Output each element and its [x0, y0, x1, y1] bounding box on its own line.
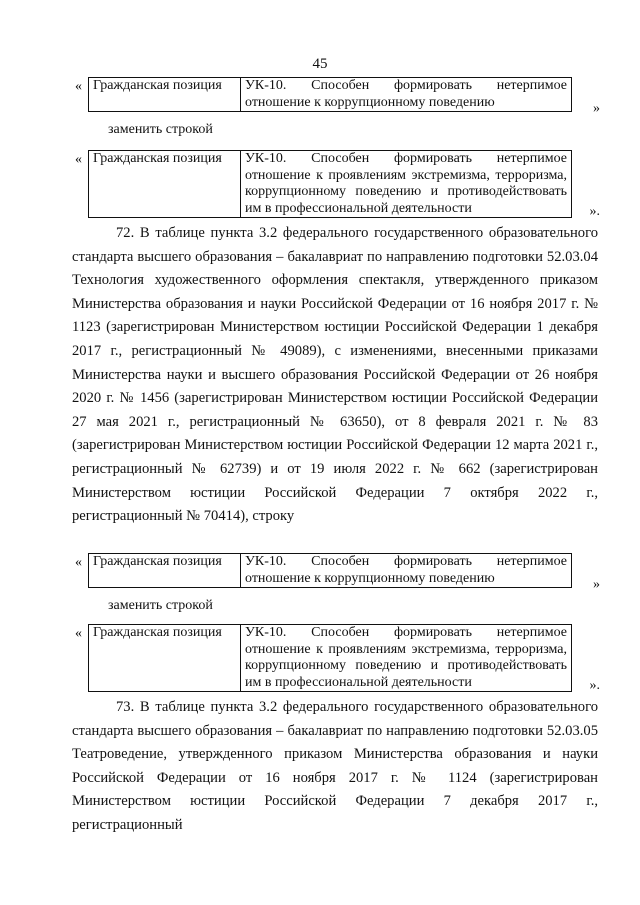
paragraph-73 [72, 696, 598, 838]
cell-competency-group: Гражданская позиция [89, 554, 241, 588]
paragraph-72 [72, 222, 598, 529]
paragraph-73-text: 73. В таблице пункта 3.2 федерального государственного образовательного стандарта высшего образования – бакалавриат по направлению подготовки 52.03.05 Театроведение, утвержденного приказом Министерства образования и науки Российской Федерации от 16 ноября 2017 г. № 1124 (зарегистрирован Министерством юстиции Российской Федерации 7 декабря 2017 г., регистрационный [72, 699, 598, 833]
cell-competency-text: УК-10. Способен формировать нетерпимое отношение к проявлениям экстремизма, терроризма, коррупционному поведению и противодействовать им в профессиональной деятельности [241, 625, 572, 692]
row-table [88, 624, 572, 692]
replace-instruction: заменить строкой [108, 122, 213, 137]
row-table [88, 77, 572, 112]
cell-competency-text: УК-10. Способен формировать нетерпимое отношение к проявлениям экстремизма, терроризма, коррупционному поведению и противодействовать им в профессиональной деятельности [241, 151, 572, 218]
new-row-1 [70, 150, 600, 220]
replace-instruction: заменить строкой [108, 598, 213, 613]
paragraph-72-text: 72. В таблице пункта 3.2 федерального государственного образовательного стандарта высшего образования – бакалавриат по направлению подготовки 52.03.04 Технология художественного оформления спектакля, утвержденного приказом Министерства образования и науки Российской Федерации от 16 ноября 2017 г. № 1123 (зарегистрирован Министерством юстиции Российской Федерации 1 декабря 2017 г., регистрационный № 49089), с изменениями, внесенными приказами Министерства науки и высшего образования Российской Федерации от 26 ноября 2020 г. № 1456 (зарегистрирован Министерством юстиции Российской Федерации 27 мая 2021 г., регистрационный № 63650), от 8 февраля 2021 г. № 83 (зарегистрирован Министерством юстиции Российской Федерации 12 марта 2021 г., регистрационный № 62739) и от 19 июля 2022 г. № 662 (зарегистрирован Министерством юстиции Российской Федерации 7 октября 2022 г., регистрационный № 70414), строку [72, 225, 598, 525]
cell-competency-group: Гражданская позиция [89, 151, 241, 218]
old-row-2 [70, 553, 600, 593]
quote-close: » [593, 101, 600, 116]
quote-close: ». [589, 204, 600, 219]
cell-competency-group: Гражданская позиция [89, 78, 241, 112]
old-row-1 [70, 77, 600, 117]
row-table [88, 150, 572, 218]
page-number: 45 [312, 56, 328, 72]
quote-close: ». [589, 678, 600, 693]
quote-open: « [75, 555, 82, 570]
quote-open: « [75, 152, 82, 167]
quote-open: « [75, 79, 82, 94]
new-row-2 [70, 624, 600, 694]
cell-competency-text: УК-10. Способен формировать нетерпимое отношение к коррупционному поведению [241, 554, 572, 588]
row-table [88, 553, 572, 588]
cell-competency-group: Гражданская позиция [89, 625, 241, 692]
quote-close: » [593, 577, 600, 592]
cell-competency-text: УК-10. Способен формировать нетерпимое отношение к коррупционному поведению [241, 78, 572, 112]
quote-open: « [75, 626, 82, 641]
